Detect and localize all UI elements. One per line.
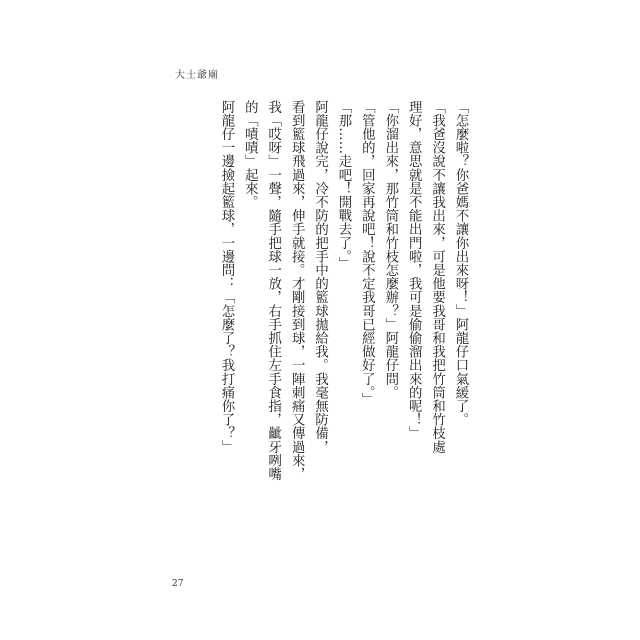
text-line: 阿龍仔說完，冷不防的把手中的籃球拋給我。我毫無防備， — [312, 100, 328, 454]
text-line: 「管他的，回家再說吧！說不定我哥已經做好了。」 — [359, 100, 375, 407]
text-line: 看到籃球飛過來，伸手就接。才剛接到球，一陣刺痛又傳過來， — [289, 100, 305, 481]
text-line: 「那……走吧！開戰去了。」 — [335, 100, 351, 271]
text-line: 「你溜出來，那竹筒和竹枝怎麼辦？」阿龍仔問。 — [382, 100, 398, 400]
text-line: 理好，意思就是不能出門啦，我可是偷偷溜出來的呢！」 — [406, 100, 422, 440]
text-line: 阿龍仔一邊撿起籃球，一邊問：「怎麼了？我打痛你了？」 — [218, 100, 234, 454]
body-text — [215, 100, 472, 480]
running-head: 大士爺廟 — [175, 70, 219, 81]
text-line: 的「嘖嘖」起來。 — [242, 100, 258, 209]
page-number: 27 — [172, 579, 184, 589]
text-line: 「怎麼啦？你爸媽不讓你出來呀！」阿龍仔口氣緩了。 — [453, 100, 468, 427]
text-line: 「我爸沒說不讓我出來，可是他要我哥和我把竹筒和竹枝處 — [429, 100, 445, 454]
text-line: 我「哎呀」一聲，隨手把球一放，右手抓住左手食指，齜牙咧嘴 — [265, 100, 281, 481]
